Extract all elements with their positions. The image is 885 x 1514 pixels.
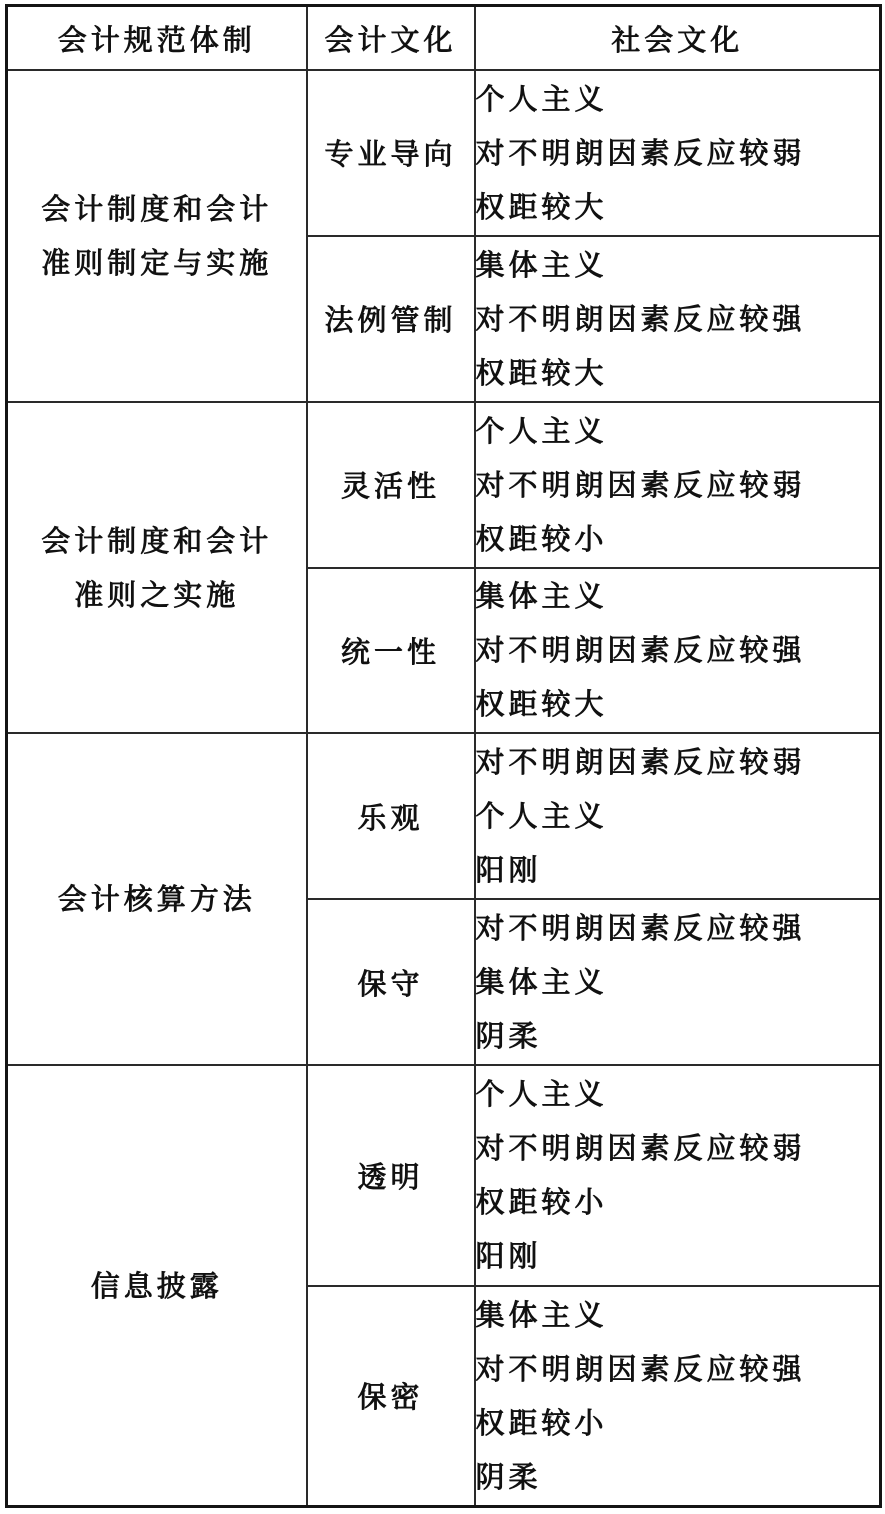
social-culture-item: 对不明朗因素反应较弱: [475, 135, 806, 170]
header-accounting-culture: 会计文化: [307, 6, 475, 71]
norm-label: 会计制度和会计准则制定与实施: [41, 191, 273, 280]
social-culture-item: 对不明朗因素反应较强: [475, 301, 806, 336]
social-culture-item: 对不明朗因素反应较弱: [475, 1131, 806, 1166]
social-culture-item: 权距较小: [475, 1185, 608, 1220]
social-culture-item: 集体主义: [475, 579, 608, 614]
accounting-culture-table: [5, 4, 882, 1508]
accounting-culture-cell: 专业导向: [307, 70, 475, 236]
social-culture-cell: [475, 568, 881, 734]
accounting-culture-cell: 透明: [307, 1065, 475, 1285]
social-culture-item: 阳刚: [475, 1239, 542, 1274]
social-culture-item: 权距较大: [475, 355, 608, 390]
social-culture-item: 阳刚: [475, 853, 542, 888]
norm-label: 信息披露: [90, 1268, 223, 1303]
accounting-culture-cell: 法例管制: [307, 236, 475, 402]
social-culture-cell: [475, 1065, 881, 1285]
header-row: [7, 6, 881, 71]
accounting-culture-cell: 灵活性: [307, 402, 475, 568]
norm-label: 会计核算方法: [57, 882, 256, 917]
social-culture-item: 阴柔: [475, 1459, 542, 1494]
social-culture-cell: [475, 1286, 881, 1507]
social-culture-item: 权距较小: [475, 521, 608, 556]
social-culture-item: 对不明朗因素反应较强: [475, 633, 806, 668]
norm-cell: [7, 1065, 307, 1506]
table-row: [7, 402, 881, 568]
social-culture-item: 阴柔: [475, 1019, 542, 1054]
norm-cell: [7, 402, 307, 734]
social-culture-item: 权距较小: [475, 1405, 608, 1440]
social-culture-cell: [475, 733, 881, 899]
social-culture-item: 对不明朗因素反应较强: [475, 911, 806, 946]
social-culture-cell: [475, 236, 881, 402]
accounting-culture-cell: 保密: [307, 1286, 475, 1507]
table-header: [7, 6, 881, 71]
norm-cell: [7, 70, 307, 402]
social-culture-cell: [475, 899, 881, 1065]
social-culture-item: 对不明朗因素反应较强: [475, 1351, 806, 1386]
norm-label: 会计制度和会计准则之实施: [41, 523, 273, 612]
header-social-culture: 社会文化: [475, 6, 881, 71]
social-culture-item: 个人主义: [475, 413, 608, 448]
social-culture-item: 个人主义: [475, 799, 608, 834]
social-culture-item: 对不明朗因素反应较弱: [475, 467, 806, 502]
table-body: [7, 70, 881, 1507]
social-culture-item: 个人主义: [475, 1077, 608, 1112]
header-accounting-norm-system: 会计规范体制: [7, 6, 307, 71]
accounting-culture-cell: 保守: [307, 899, 475, 1065]
social-culture-cell: [475, 402, 881, 568]
social-culture-item: 权距较大: [475, 687, 608, 722]
social-culture-item: 对不明朗因素反应较弱: [475, 745, 806, 780]
social-culture-cell: [475, 70, 881, 236]
social-culture-item: 个人主义: [475, 81, 608, 116]
social-culture-item: 集体主义: [475, 247, 608, 282]
social-culture-item: 集体主义: [475, 965, 608, 1000]
table-row: [7, 70, 881, 236]
table-row: [7, 733, 881, 899]
accounting-culture-cell: 统一性: [307, 568, 475, 734]
social-culture-item: 权距较大: [475, 189, 608, 224]
table-row: [7, 1065, 881, 1285]
accounting-culture-cell: 乐观: [307, 733, 475, 899]
social-culture-item: 集体主义: [475, 1297, 608, 1332]
norm-cell: [7, 733, 307, 1065]
